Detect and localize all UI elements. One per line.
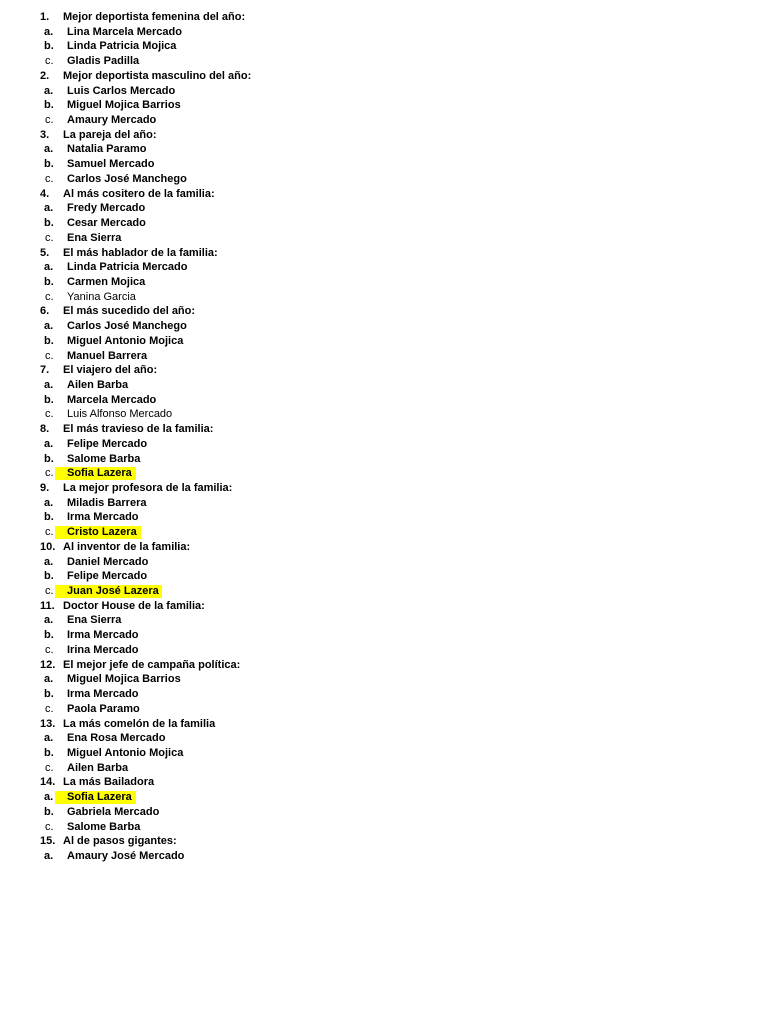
question-item — [0, 304, 768, 319]
question-text: La más comelón de la familia — [63, 717, 216, 730]
question-number: 5. — [40, 246, 50, 259]
question-text: El más travieso de la familia: — [63, 423, 214, 436]
option-item — [0, 569, 768, 584]
option-item-highlighted — [0, 790, 768, 805]
option-text: Miguel Mojica Barrios — [67, 99, 181, 112]
question-text: Al inventor de la familia: — [63, 540, 191, 553]
option-item — [0, 216, 768, 231]
option-item — [0, 452, 768, 467]
option-item — [0, 613, 768, 628]
option-text: Felipe Mercado — [67, 437, 148, 450]
question-item — [0, 599, 768, 614]
option-text: Cristo Lazera — [67, 526, 137, 539]
option-item — [0, 702, 768, 717]
option-text: Gladis Padilla — [67, 55, 140, 68]
option-item — [0, 555, 768, 570]
option-text: Marcela Mercado — [67, 393, 157, 406]
option-text: Miguel Antonio Mojica — [67, 746, 184, 759]
option-letter: a. — [44, 496, 54, 509]
question-text: El viajero del año: — [63, 364, 158, 377]
option-text: Carmen Mojica — [67, 275, 146, 288]
option-letter: c. — [45, 467, 54, 480]
option-item — [0, 201, 768, 216]
question-number: 6. — [40, 305, 50, 318]
option-item — [0, 672, 768, 687]
question-number: 14. — [40, 776, 56, 789]
question-item — [0, 363, 768, 378]
option-letter: c. — [45, 585, 54, 598]
option-text: Linda Patricia Mercado — [67, 261, 188, 274]
option-text: Irma Mercado — [67, 629, 139, 642]
option-text: Miguel Antonio Mojica — [67, 334, 184, 347]
option-text: Felipe Mercado — [67, 570, 148, 583]
option-item — [0, 628, 768, 643]
option-letter: b. — [44, 511, 54, 524]
option-letter: b. — [44, 688, 54, 701]
option-item — [0, 334, 768, 349]
option-letter: b. — [44, 452, 54, 465]
question-item — [0, 481, 768, 496]
option-letter: a. — [44, 84, 54, 97]
option-text: Amaury José Mercado — [67, 849, 185, 862]
question-item — [0, 10, 768, 25]
question-text: La mejor profesora de la familia: — [63, 482, 233, 494]
option-text: Natalia Paramo — [67, 143, 147, 156]
option-text: Linda Patricia Mojica — [67, 40, 177, 53]
option-text: Ailen Barba — [67, 378, 129, 391]
option-letter: a. — [44, 791, 54, 804]
option-item — [0, 378, 768, 393]
option-item — [0, 98, 768, 113]
option-item-highlighted — [0, 466, 768, 481]
option-text: Amaury Mercado — [67, 114, 157, 127]
option-letter: a. — [44, 614, 54, 627]
option-letter: c. — [45, 761, 54, 774]
question-text: Mejor deportista femenina del año: — [63, 11, 246, 23]
option-letter: c. — [45, 526, 54, 539]
option-text: Yanina Garcia — [67, 290, 136, 303]
option-item — [0, 142, 768, 157]
option-text: Manuel Barrera — [67, 349, 148, 362]
option-letter: b. — [44, 629, 54, 642]
question-number: 2. — [40, 69, 50, 82]
option-letter: a. — [44, 673, 54, 686]
question-number: 3. — [40, 128, 50, 141]
option-item-highlighted — [0, 584, 768, 599]
option-letter: c. — [45, 55, 54, 68]
option-letter: a. — [44, 25, 54, 38]
question-text: El más hablador de la familia: — [63, 246, 218, 259]
option-letter: b. — [44, 99, 54, 112]
option-letter: c. — [45, 702, 54, 715]
question-number: 8. — [40, 423, 50, 436]
option-item — [0, 39, 768, 54]
question-item — [0, 128, 768, 143]
option-item — [0, 260, 768, 275]
option-letter: b. — [44, 805, 54, 818]
option-letter: c. — [45, 172, 54, 185]
option-letter: a. — [44, 261, 54, 274]
question-text: Mejor deportista masculino del año: — [63, 69, 252, 82]
option-item — [0, 496, 768, 511]
option-text: Ailen Barba — [67, 761, 129, 774]
option-text: Miladis Barrera — [67, 496, 147, 509]
question-item — [0, 658, 768, 673]
option-letter: b. — [44, 570, 54, 583]
question-number: 4. — [40, 187, 50, 200]
question-text: El mejor jefe de campaña política: — [63, 658, 241, 671]
question-number: 12. — [40, 658, 56, 671]
question-text: La pareja del año: — [63, 128, 157, 141]
option-item — [0, 172, 768, 187]
option-letter: a. — [44, 555, 54, 568]
option-text: Salome Barba — [67, 452, 141, 465]
option-text: Irma Mercado — [67, 688, 139, 701]
option-letter: a. — [44, 202, 54, 215]
option-item — [0, 820, 768, 835]
option-text: Juan José Lazera — [67, 585, 159, 598]
option-letter: c. — [45, 820, 54, 833]
question-item — [0, 422, 768, 437]
option-item — [0, 25, 768, 40]
question-item — [0, 775, 768, 790]
option-item — [0, 54, 768, 69]
option-item — [0, 849, 768, 864]
option-item — [0, 275, 768, 290]
option-letter: b. — [44, 40, 54, 53]
option-item — [0, 761, 768, 776]
question-text: Al de pasos gigantes: — [63, 835, 177, 848]
option-letter: c. — [45, 643, 54, 656]
option-text: Sofia Lazera — [67, 791, 132, 804]
option-text: Samuel Mercado — [67, 158, 155, 171]
question-item — [0, 717, 768, 732]
option-letter: c. — [45, 408, 54, 421]
option-item — [0, 510, 768, 525]
option-text: Gabriela Mercado — [67, 805, 160, 818]
option-letter: b. — [44, 334, 54, 347]
question-number: 9. — [40, 482, 50, 494]
option-text: Luis Carlos Mercado — [67, 84, 176, 97]
option-letter: a. — [44, 437, 54, 450]
question-text: Doctor House de la familia: — [63, 599, 205, 612]
option-text: Carlos José Manchego — [67, 320, 187, 333]
option-item — [0, 349, 768, 364]
option-text: Irma Mercado — [67, 511, 139, 524]
option-letter: a. — [44, 849, 54, 862]
document-body — [0, 10, 768, 864]
option-letter: a. — [44, 320, 54, 333]
question-number: 1. — [40, 11, 50, 23]
option-item — [0, 437, 768, 452]
option-letter: c. — [45, 290, 54, 303]
option-letter: a. — [44, 143, 54, 156]
option-letter: b. — [44, 158, 54, 171]
question-number: 7. — [40, 364, 50, 377]
question-item — [0, 246, 768, 261]
option-letter: b. — [44, 393, 54, 406]
option-text: Ena Rosa Mercado — [67, 732, 166, 745]
option-text: Cesar Mercado — [67, 217, 146, 230]
option-letter: b. — [44, 275, 54, 288]
question-number: 11. — [40, 599, 55, 612]
option-text: Luis Alfonso Mercado — [67, 408, 173, 421]
option-item — [0, 157, 768, 172]
option-text: Irina Mercado — [67, 643, 139, 656]
option-item — [0, 407, 768, 422]
option-text: Miguel Mojica Barrios — [67, 673, 181, 686]
option-item — [0, 393, 768, 408]
question-text: La más Bailadora — [63, 776, 155, 789]
option-text: Ena Sierra — [67, 614, 122, 627]
question-number: 15. — [40, 835, 56, 848]
question-text: El más sucedido del año: — [63, 305, 196, 318]
question-item — [0, 69, 768, 84]
option-text: Fredy Mercado — [67, 202, 146, 215]
option-item — [0, 231, 768, 246]
option-text: Carlos José Manchego — [67, 172, 187, 185]
question-number: 13. — [40, 717, 56, 730]
option-text: Ena Sierra — [67, 231, 122, 244]
question-item — [0, 540, 768, 555]
option-text: Paola Paramo — [67, 702, 140, 715]
option-letter: c. — [45, 114, 54, 127]
option-item-highlighted — [0, 525, 768, 540]
question-item — [0, 187, 768, 202]
option-text: Salome Barba — [67, 820, 141, 833]
question-number: 10. — [40, 540, 56, 553]
option-item — [0, 746, 768, 761]
option-letter: c. — [45, 349, 54, 362]
option-item — [0, 290, 768, 305]
option-letter: b. — [44, 217, 54, 230]
option-letter: a. — [44, 732, 54, 745]
question-text: Al más cositero de la familia: — [63, 187, 215, 200]
option-item — [0, 805, 768, 820]
option-letter: c. — [45, 231, 54, 244]
option-text: Daniel Mercado — [67, 555, 149, 568]
option-item — [0, 687, 768, 702]
option-item — [0, 113, 768, 128]
option-text: Sofia Lazera — [67, 467, 132, 480]
option-text: Lina Marcela Mercado — [67, 25, 182, 38]
question-item — [0, 834, 768, 849]
option-letter: a. — [44, 378, 54, 391]
option-item — [0, 84, 768, 99]
option-item — [0, 731, 768, 746]
option-letter: b. — [44, 746, 54, 759]
option-item — [0, 319, 768, 334]
option-item — [0, 643, 768, 658]
